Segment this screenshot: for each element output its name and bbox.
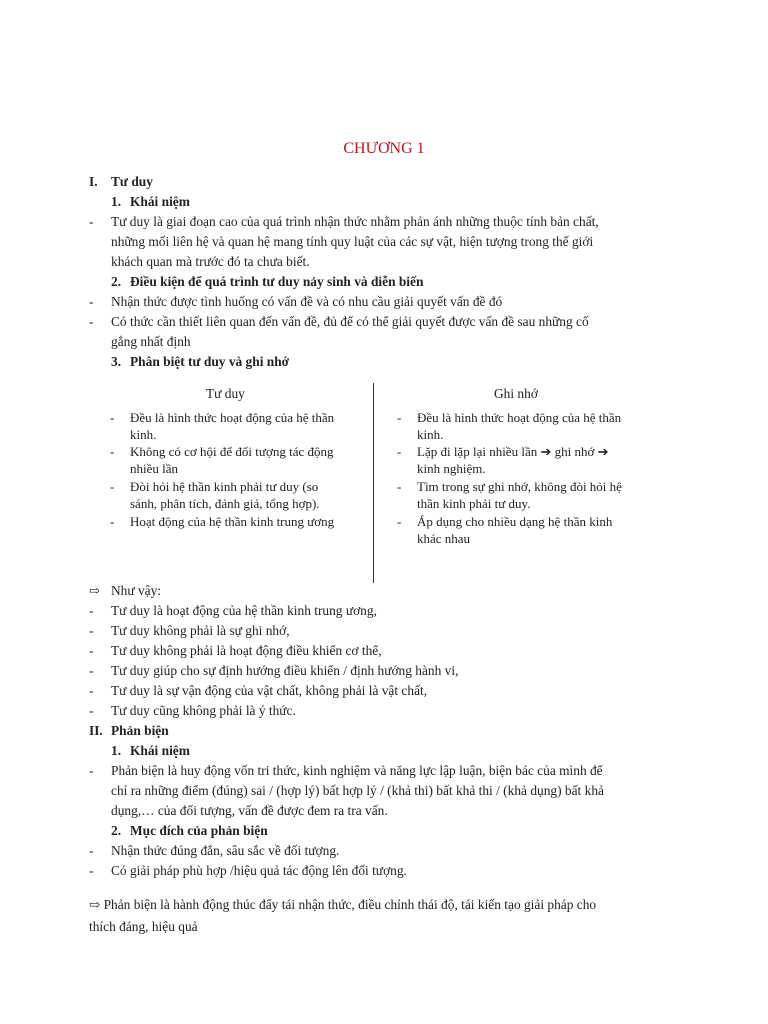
chapter-title: CHƯƠNG 1 (343, 140, 425, 157)
hollow-arrow-right-icon: ⇨ (89, 897, 104, 912)
compare-left-item: - Đòi hỏi hệ thần kinh phải tư duy (so sánh, phân tích, đánh giá, tổng hợp). (110, 479, 320, 511)
compare-right-item: - Tìm trong sự ghi nhớ, không đòi hỏi hệ thần kinh phải tư duy. (397, 479, 622, 511)
compare-right-head: Ghi nhớ (494, 386, 538, 401)
final-paragraph: ⇨ Phản biện là hành động thúc đẩy tái nhận thức, điều chỉnh thái độ, tái kiến tạo giải pháp cho (89, 897, 597, 912)
compare-right-item: - Áp dụng cho nhiều dạng hệ thần kinh khác nhau (397, 514, 613, 546)
compare-left-item: - Hoạt động của hệ thần kinh trung ương (110, 514, 335, 529)
compare-divider (373, 383, 374, 583)
compare-left-item: - Đều là hình thức hoạt động của hệ thần kinh. (110, 410, 335, 442)
compare-left-item: - Không có cơ hội để đối tượng tác động nhiều lần (110, 444, 334, 476)
document-page: CHƯƠNG 1 I. Tư duy 1. Khái niệm - Tư duy là giai đoạn cao của quá trình nhận thức nhằm phản ánh những thuộc tính bản chất, những mối liên hệ và quan hệ mang tính quy luật của các sự vật, hiện tượng trong thế giới khách quan mà trước đó ta chưa biết. 2. Điều kiện để quá trình tư duy nảy sinh và diễn biến - Nhận thức được tình huống có vấn đề và có nhu cầu giải quyết vấn đề đó - Có thức cần thiết liên quan đến vấn đề, đủ để có thể giải quyết được vấn đề sau những cố gắng nhất định 3. Phân biệt tư duy và ghi nhớ Tư duy Ghi nhớ - Đều là hình thức hoạt động của hệ thần kinh. - Không có cơ hội để đối tượng tác động nhiều lần - Đòi hỏi hệ thần kinh phải tư duy (so sánh, phân tích, đánh giá, tổng hợp). - Hoạt động của hệ thần kinh trung ương - Đều là hình thức hoạt động của hệ thần kinh. - Lặp đi lặp lại nhiều lần ➔ ghi nhớ ➔ kinh nghiệm. - Tìm trong sự ghi nhớ, không đòi hỏi hệ thần kinh phải tư duy. - Áp dụng cho nhiều dạng hệ thần kinh khác nhau ⇨ Như vậy: - Tư duy là hoạt động của hệ thần kinh trung ương, - Tư duy không phải là sự ghi nhớ, - Tư duy không phải là hoạt động điều khiển cơ thể, - Tư duy giúp cho sự định hướng điều khiển / định hướng hành vi, - Tư duy là sự vận động của vật chất, không phải là vật chất, - Tư duy cũng không phải là ý thức. II. Phản biện 1. Khái niệm - Phản biện là huy động vốn tri thức, kinh nghiệm và năng lực lập luận, biện bác của mình để chỉ ra những điểm (đúng) sai / (hợp lý) bất hợp lý / (khả thi) bất khả thi / (khả dụng) bất khả dụng,… của đối tượng, vấn đề được đem ra tra vấn. 2. Mục đích của phản biện - Nhận thức đúng đắn, sâu sắc về đối tượng. - Có giải pháp phù hợp /hiệu quả tác động lên đối tượng. ⇨ Phản biện là hành động thúc đẩy tái nhận thức, điều chỉnh thái độ, tái kiến tạo giải pháp cho thích đáng, hiệu quả (0, 0, 768, 1024)
compare-left-head: Tư duy (206, 386, 245, 401)
compare-right-item: - Đều là hình thức hoạt động của hệ thần kinh. (397, 410, 622, 442)
hollow-arrow-right-icon: ⇨ (89, 583, 100, 598)
final-paragraph-cont: thích đáng, hiệu quả (89, 919, 198, 934)
compare-right-item: - Lặp đi lặp lại nhiều lần ➔ ghi nhớ ➔ kinh nghiệm. (397, 444, 609, 476)
